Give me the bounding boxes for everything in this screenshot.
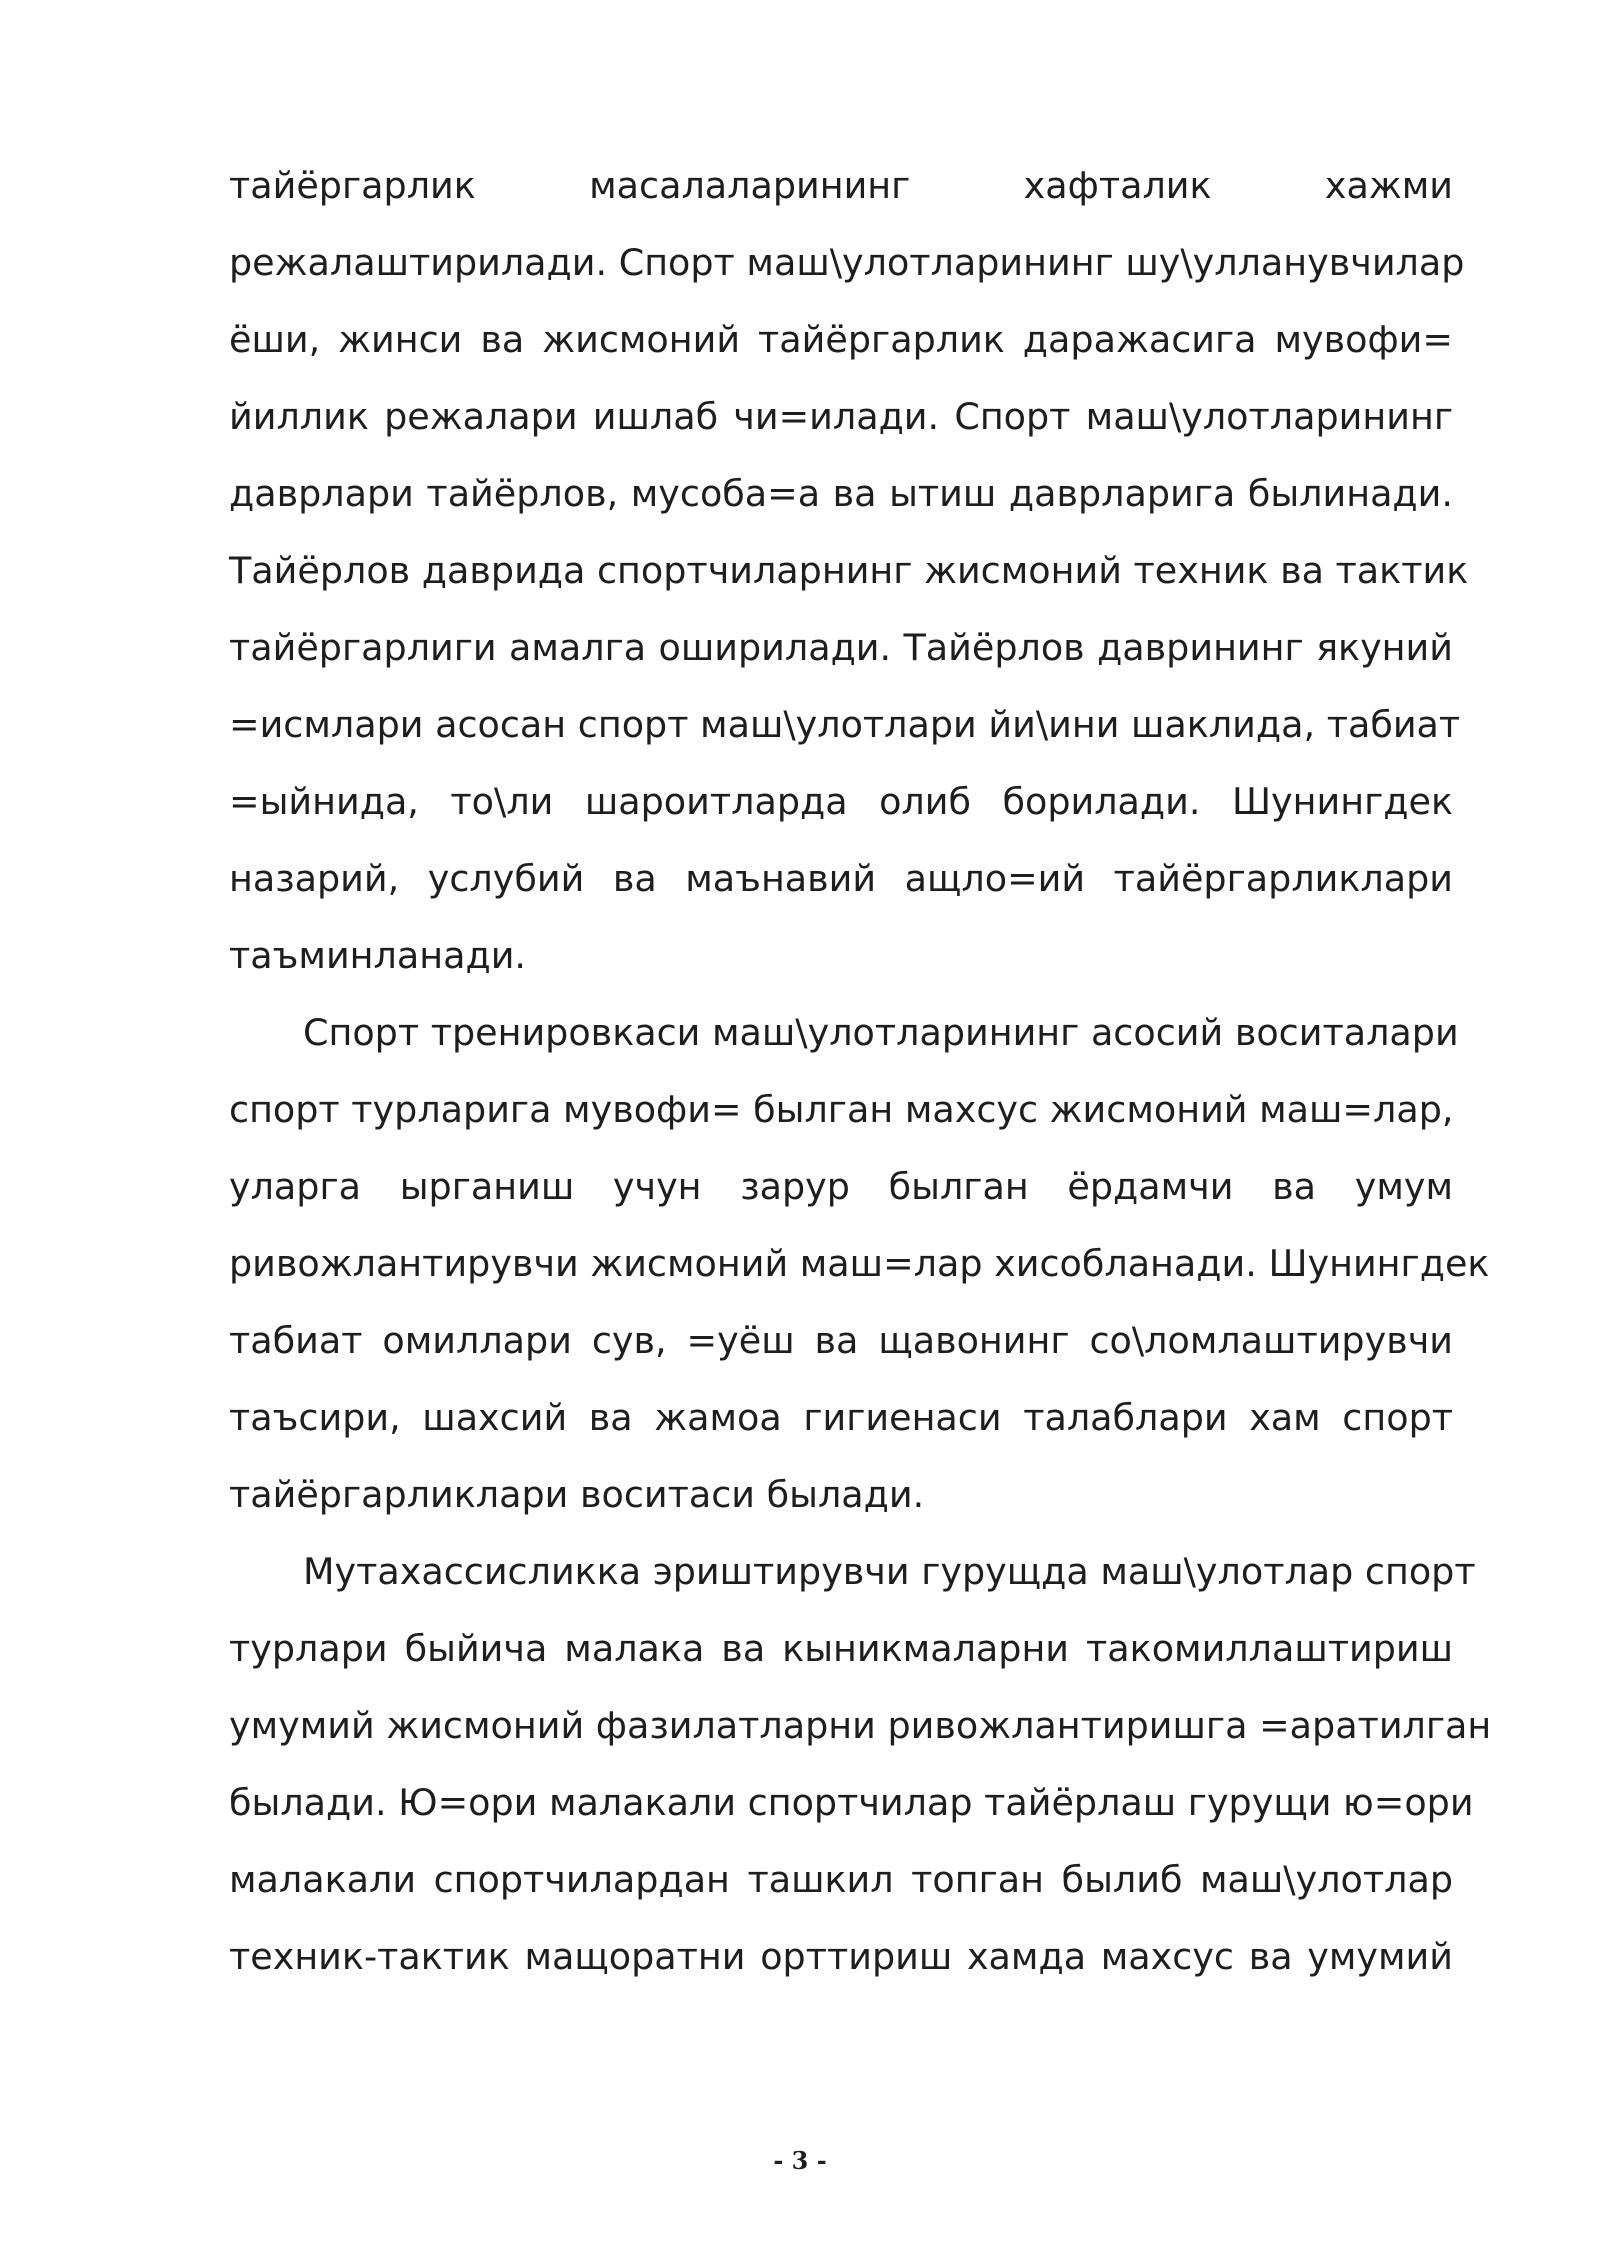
text-line: табиат омиллари сув, =уёш ва щавонинг со\ломлаштирувчи <box>229 1319 1453 1362</box>
text-line: малакали спортчилардан ташкил топган былиб маш\улотлар <box>229 1858 1453 1901</box>
text-line: ривожлантирувчи жисмоний маш=лар хисобланади. Шунингдек <box>229 1242 1490 1285</box>
text-line: =ыйнида, то\ли шароитларда олиб борилади. Шунингдек <box>229 780 1453 823</box>
text-line: назарий, услубий ва маънавий ащло=ий тайёргарликлари <box>229 857 1453 900</box>
text-line: уларга ырганиш учун зарур былган ёрдамчи ва умум <box>229 1165 1453 1208</box>
text-line: режалаштирилади. Спорт маш\улотларининг шу\улланувчилар <box>229 241 1465 284</box>
text-line: тайёргарликлари воситаси былади. <box>229 1473 925 1516</box>
text-line: даврлари тайёрлов, мусоба=а ва ытиш даврларига былинади. <box>229 472 1453 515</box>
text-line: тайёргарлик масалаларининг хафталик хажми <box>229 164 1453 207</box>
text-line: Мутахассисликка эриштирувчи гурущда маш\улотлар спорт <box>303 1550 1476 1593</box>
text-line: йиллик режалари ишлаб чи=илади. Спорт маш\улотларининг <box>229 395 1453 438</box>
text-line: умумий жисмоний фазилатларни ривожлантиришга =аратилган <box>229 1704 1492 1747</box>
text-line: спорт турларига мувофи= былган махсус жисмоний маш=лар, <box>229 1088 1454 1131</box>
page-number: - 3 - <box>773 2146 827 2175</box>
text-line: таъминланади. <box>229 934 527 977</box>
text-line: былади. Ю=ори малакали спортчилар тайёрлаш гурущи ю=ори <box>229 1781 1474 1824</box>
text-line: Спорт тренировкаси маш\улотларининг асосий воситалари <box>303 1011 1459 1054</box>
text-line: Тайёрлов даврида спортчиларнинг жисмоний техник ва тактик <box>229 549 1469 592</box>
text-line: турлари быйича малака ва кыникмаларни такомиллаштириш <box>229 1627 1453 1670</box>
text-line: тайёргарлиги амалга оширилади. Тайёрлов даврининг якуний <box>229 626 1453 669</box>
text-line: ёши, жинси ва жисмоний тайёргарлик даражасига мувофи= <box>229 318 1453 361</box>
text-line: техник-тактик мащоратни орттириш хамда махсус ва умумий <box>229 1935 1453 1978</box>
text-line: таъсири, шахсий ва жамоа гигиенаси талаблари хам спорт <box>229 1396 1453 1439</box>
body-text <box>229 147 1492 1995</box>
text-line: =исмлари асосан спорт маш\улотлари йи\ини шаклида, табиат <box>229 703 1461 746</box>
